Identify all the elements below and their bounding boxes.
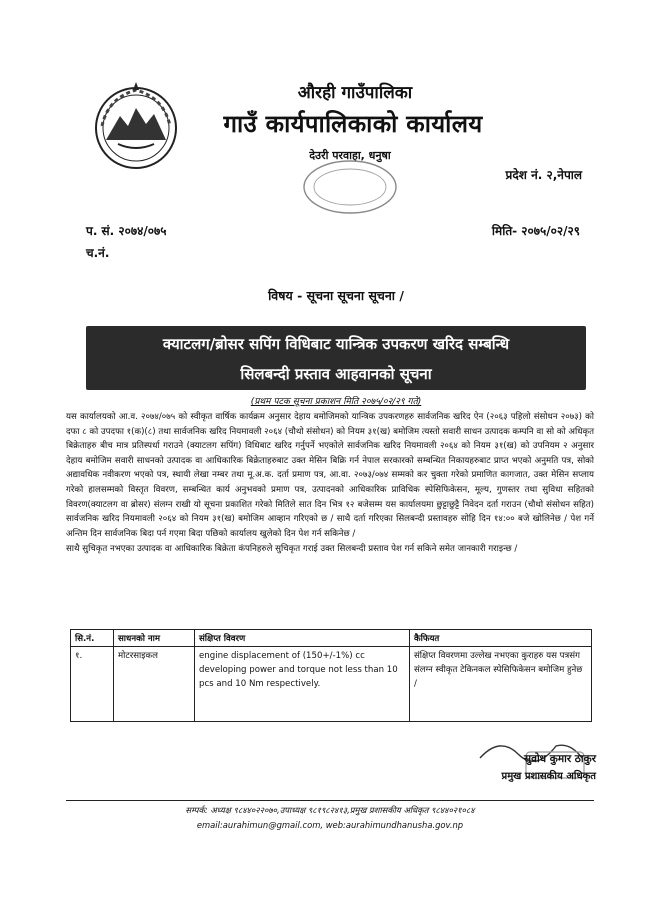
notice-title-line1: क्याटलग/ब्रोसर सपिंग विधिबाट यान्त्रिक उपकरण खरिद सम्बन्धि	[162, 335, 510, 353]
col-header-description: संक्षिप्त विवरण	[195, 630, 410, 647]
footer-web: email:aurahimun@gmail.com, web:aurahimundhanusha.gov.np	[196, 820, 464, 830]
equipment-table	[70, 629, 592, 722]
body-paragraph-2: साथै सुचिकृत नभएका उत्पादक वा आधिकारिक बिक्रेता कंपनिहरुले सुचिकृत गराई उक्त सिलबन्दी प्रस्ताव पेश गर्न सकिने समेत जानकारी गराइन्छ /	[66, 544, 518, 555]
subject-line: विषय - सूचना सूचना सूचना /	[268, 288, 404, 303]
publication-note: (प्रथम पटक सूचना प्रकाशन मिति २०७५/०२/२९ गते)	[250, 397, 422, 407]
chalani-number: च.नं.	[86, 246, 110, 260]
col-header-name: साधनको नाम	[114, 630, 195, 647]
cell-description: engine displacement of (150+/-1%) cc developing power and torque not less than 10 pcs and 10 Nm respectively.	[195, 647, 410, 722]
body-paragraph-1: यस कार्यालयको आ.व. २०७४/०७५ को स्वीकृत वार्षिक कार्यक्रम अनुसार देहाय बमोजिमको यान्त्रिक उपकरणहरु सार्वजनिक खरिद ऐन (२०६३ पहिलो संसोधन २०७३) को दफा ८ को उपदफा १(क)(८) तथा सार्वजनिक खरिद नियमावली २०६४ (चौथो संसोधन) को नियम ३१(ख) बमोजिम त्यस्तो सवारी साधन उत्पादक कम्पनि वा सो को अधिकृत बिक्रेताहरु बीच मात्र प्रतिस्पर्धा गराउने (क्याटलग सपिंग) विधिबाट खरिद गर्नुपर्ने भएकोले सार्वजनिक खरिद नियमावली २०६४ को नियम ३१(ख) को उपनियम २ अनुसार देहाय बमोजिम सवारी साधनको उत्पादक वा आधिकारिक बिक्रेताहरुबाट उक्त मेसिन बिक्रि गर्न नेपाल सरकारको सम्बन्धित निकायहरुबाट प्राप्त भएको अनुमति पत्र, सोको अद्यावधिक नवीकरण भएको पत्र, स्थायी लेखा नम्बर तथा मू.अ.क. दर्ता प्रमाण पत्र, आ.वा. २०७३/०७४ सम्मको कर चुक्ता गरेको प्रमाणित कागजात, उक्त मेसिन सप्लाय गरेको हालसम्मको विस्तृत विवरण, सम्बन्धित कार्य अनुभवको प्रमाण पत्र, उत्पादनको आधिकारिक प्राविधिक स्पेसिफिकेसन, मूल्य, गुणस्तर तथा सुविधा सहितको विवरण(क्याटलग वा ब्रोसर) संलग्न राखी यो सूचना प्रकाशित गरेको मितिले सात दिन भित्र १२ बजेसम्म यस कार्यालयमा छुट्टाछुट्टै निवेदन दर्ता गराउन (चौथो संसोधन सहित) सार्वजनिक खरिद नियमावली २०६४ को नियम ३१(ख) बमोजिम आव्हान गरिएको छ / साथै दर्ता गरिएका सिलबन्दी प्रस्तावहरु सोहि दिन १४:०० बजे खोलिनेछ / पेश गर्ने अन्तिम दिन सार्वजनिक बिदा पर्न गएमा बिदा पछिको कार्यालय खुलेको दिन पेश गर्न सकिनेछ /	[66, 412, 595, 539]
notice-title-box	[86, 326, 586, 390]
letter-date: मिति- २०७५/०२/२९	[491, 224, 580, 238]
office-stamp-icon	[300, 158, 400, 216]
signatory-name: सुवोध कुमार ठाकुर	[524, 753, 596, 765]
office-name: गाउँ कार्यपालिकाको कार्यालय	[223, 110, 483, 138]
cell-sn: १.	[71, 647, 114, 722]
table-header-row	[71, 630, 592, 647]
col-header-remarks: कैफियत	[410, 630, 592, 647]
municipality-name: औरही गाउँपालिका	[297, 83, 413, 103]
notice-title-line2: सिलबन्दी प्रस्ताव आहवानको सूचना	[240, 365, 432, 383]
table-row	[71, 647, 592, 722]
cell-name: मोटरसाइकल	[114, 647, 195, 722]
notice-body	[66, 410, 594, 557]
signatory-title: प्रमुख प्रशासकीय अधिकृत	[501, 771, 596, 782]
office-address: देउरी परवाहा, धनुषा	[309, 149, 391, 162]
government-emblem-icon	[88, 78, 184, 174]
cell-remarks: संक्षिप्त विवरणमा उल्लेख नभएका कुराहरु यस पत्रसंग संलग्न स्वीकृत टेकिनकल स्पेसिफिकेसन बमोजिम हुनेछ /	[410, 647, 592, 722]
reference-number: प. सं. २०७४/०७५	[86, 224, 167, 238]
col-header-sn: सि.नं.	[71, 630, 114, 647]
province-label: प्रदेश नं. २,नेपाल	[505, 168, 582, 182]
footer-contacts: सम्पर्क: अध्यक्ष ९८४४०२२०७०,उपाध्यक्ष ९८१९८२४१३,प्रमुख प्रशासकीय अधिकृत ९८४४०२१०८४	[185, 805, 475, 815]
footer-divider	[66, 800, 594, 801]
